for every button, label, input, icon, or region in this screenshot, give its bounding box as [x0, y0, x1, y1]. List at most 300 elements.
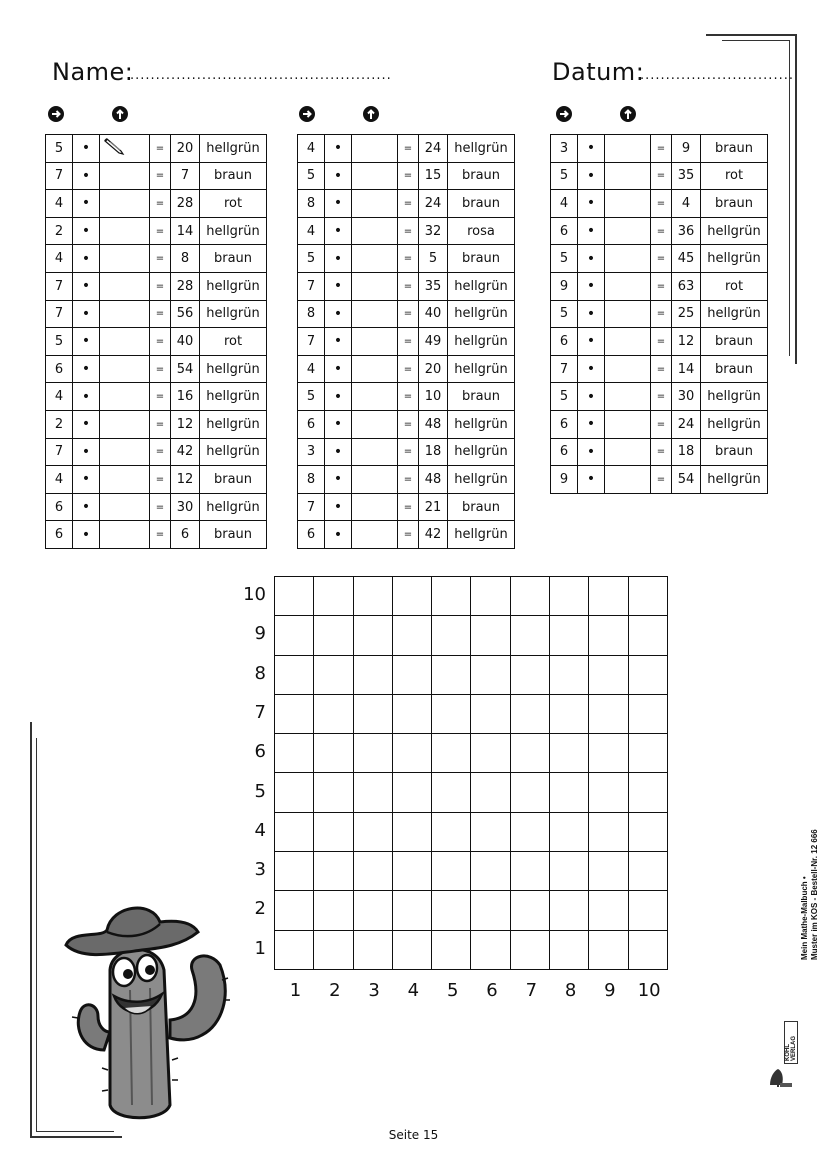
grid-cell[interactable]: [629, 656, 668, 695]
factor-cell: 4: [298, 217, 325, 245]
grid-cell[interactable]: [629, 891, 668, 930]
grid-cell[interactable]: [432, 773, 471, 812]
color-cell: braun: [701, 355, 768, 383]
grid-cell[interactable]: [629, 695, 668, 734]
factor-cell: 7: [298, 328, 325, 356]
grid-cell[interactable]: [589, 616, 628, 655]
equals-sign: =: [398, 162, 419, 190]
factor-cell: 4: [298, 355, 325, 383]
result-cell: 5: [419, 245, 448, 273]
grid-cell[interactable]: [275, 931, 314, 970]
grid-cell[interactable]: [550, 695, 589, 734]
answer-blank[interactable]: [352, 410, 398, 438]
grid-cell[interactable]: [550, 931, 589, 970]
equals-sign: =: [150, 466, 171, 494]
grid-cell[interactable]: [314, 931, 353, 970]
answer-blank[interactable]: [605, 245, 651, 273]
equals-sign: =: [150, 190, 171, 218]
grid-cell[interactable]: [471, 773, 510, 812]
grid-cell[interactable]: [393, 813, 432, 852]
grid-cell[interactable]: [275, 813, 314, 852]
grid-cell[interactable]: [471, 695, 510, 734]
factor-cell: 7: [46, 438, 73, 466]
factor-cell: 6: [551, 438, 578, 466]
grid-cell[interactable]: [432, 577, 471, 616]
answer-blank[interactable]: [100, 328, 150, 356]
grid-cell[interactable]: [629, 813, 668, 852]
grid-cell[interactable]: [550, 891, 589, 930]
multiply-dot: •: [73, 272, 100, 300]
equals-sign: =: [398, 466, 419, 494]
multiply-dot: •: [325, 383, 352, 411]
grid-cell[interactable]: [511, 656, 550, 695]
multiply-dot: •: [325, 272, 352, 300]
equals-sign: =: [150, 493, 171, 521]
grid-cell[interactable]: [511, 931, 550, 970]
grid-cell[interactable]: [432, 734, 471, 773]
grid-cell[interactable]: [511, 891, 550, 930]
result-cell: 24: [419, 190, 448, 218]
answer-blank[interactable]: [100, 493, 150, 521]
multiplication-table-3: [550, 134, 768, 494]
color-cell: hellgrün: [448, 438, 515, 466]
grid-cell[interactable]: [629, 852, 668, 891]
color-cell: braun: [701, 328, 768, 356]
grid-cell[interactable]: [589, 931, 628, 970]
answer-blank[interactable]: [352, 521, 398, 549]
grid-cell[interactable]: [354, 931, 393, 970]
table-row: [551, 135, 768, 163]
color-cell: hellgrün: [701, 217, 768, 245]
grid-cell[interactable]: [354, 695, 393, 734]
answer-blank[interactable]: [605, 355, 651, 383]
table-row: [298, 272, 515, 300]
grid-cell[interactable]: [275, 734, 314, 773]
grid-y-label: 10: [243, 584, 266, 605]
multiply-dot: •: [73, 438, 100, 466]
grid-cell[interactable]: [354, 656, 393, 695]
table-row: [46, 521, 267, 549]
result-cell: 36: [672, 217, 701, 245]
result-cell: 12: [171, 410, 200, 438]
grid-cell[interactable]: [275, 656, 314, 695]
grid-cell[interactable]: [275, 577, 314, 616]
grid-cell[interactable]: [511, 695, 550, 734]
answer-blank[interactable]: [605, 272, 651, 300]
grid-cell[interactable]: [589, 695, 628, 734]
factor-cell: 6: [298, 410, 325, 438]
grid-x-label: 6: [486, 980, 498, 1001]
equals-sign: =: [398, 245, 419, 273]
table-row: [551, 410, 768, 438]
equals-sign: =: [651, 245, 672, 273]
result-cell: 7: [171, 162, 200, 190]
result-cell: 4: [672, 190, 701, 218]
grid-cell[interactable]: [314, 577, 353, 616]
grid-cell[interactable]: [589, 577, 628, 616]
color-cell: hellgrün: [200, 135, 267, 163]
multiply-dot: •: [325, 355, 352, 383]
grid-cell[interactable]: [629, 773, 668, 812]
multiply-dot: •: [325, 466, 352, 494]
grid-cell[interactable]: [550, 577, 589, 616]
grid-cell[interactable]: [550, 813, 589, 852]
answer-blank[interactable]: [100, 162, 150, 190]
grid-cell[interactable]: [393, 734, 432, 773]
publisher-logo: [766, 1063, 792, 1089]
color-cell: hellgrün: [200, 272, 267, 300]
answer-blank[interactable]: [100, 383, 150, 411]
grid-cell[interactable]: [393, 773, 432, 812]
color-cell: hellgrün: [200, 383, 267, 411]
equals-sign: =: [150, 438, 171, 466]
grid-cell[interactable]: [511, 852, 550, 891]
color-cell: braun: [448, 493, 515, 521]
factor-cell: 7: [46, 272, 73, 300]
grid-cell[interactable]: [354, 616, 393, 655]
grid-cell[interactable]: [550, 656, 589, 695]
grid-cell[interactable]: [589, 656, 628, 695]
result-cell: 14: [672, 355, 701, 383]
grid-cell[interactable]: [432, 852, 471, 891]
equals-sign: =: [651, 328, 672, 356]
multiply-dot: •: [325, 521, 352, 549]
grid-y-label: 8: [254, 662, 266, 684]
grid-cell[interactable]: [275, 773, 314, 812]
color-cell: rot: [200, 328, 267, 356]
answer-blank[interactable]: [100, 135, 150, 163]
grid-cell[interactable]: [314, 695, 353, 734]
answer-blank[interactable]: [100, 217, 150, 245]
grid-cell[interactable]: [393, 616, 432, 655]
grid-cell[interactable]: [354, 773, 393, 812]
result-cell: 15: [419, 162, 448, 190]
grid-cell[interactable]: [393, 577, 432, 616]
factor-cell: 7: [298, 493, 325, 521]
result-cell: 20: [171, 135, 200, 163]
result-cell: 10: [419, 383, 448, 411]
answer-blank[interactable]: [100, 245, 150, 273]
factor-cell: 5: [298, 383, 325, 411]
answer-blank[interactable]: [100, 190, 150, 218]
grid-cell[interactable]: [550, 616, 589, 655]
frame-line-left: [30, 722, 32, 1138]
equals-sign: =: [398, 383, 419, 411]
grid-cell[interactable]: [354, 852, 393, 891]
result-cell: 42: [419, 521, 448, 549]
pencil-icon: [104, 144, 126, 159]
result-cell: 54: [672, 466, 701, 494]
answer-blank[interactable]: [352, 328, 398, 356]
grid-cell[interactable]: [589, 891, 628, 930]
answer-blank[interactable]: [605, 438, 651, 466]
factor-cell: 5: [46, 135, 73, 163]
table-row: [298, 355, 515, 383]
answer-blank[interactable]: [605, 410, 651, 438]
factor-cell: 4: [46, 190, 73, 218]
answer-blank[interactable]: [100, 438, 150, 466]
date-label: Datum:: [552, 58, 645, 86]
grid-cell[interactable]: [629, 931, 668, 970]
grid-cell[interactable]: [471, 931, 510, 970]
grid-cell[interactable]: [471, 852, 510, 891]
grid-cell[interactable]: [275, 616, 314, 655]
color-cell: braun: [200, 162, 267, 190]
multiply-dot: •: [578, 328, 605, 356]
answer-blank[interactable]: [352, 217, 398, 245]
answer-blank[interactable]: [100, 466, 150, 494]
grid-cell[interactable]: [471, 656, 510, 695]
grid-cell[interactable]: [511, 734, 550, 773]
table-row: [298, 135, 515, 163]
answer-blank[interactable]: [352, 272, 398, 300]
equals-sign: =: [398, 328, 419, 356]
grid-cell[interactable]: [314, 773, 353, 812]
color-cell: hellgrün: [448, 355, 515, 383]
grid-cell[interactable]: [275, 695, 314, 734]
grid-cell[interactable]: [629, 577, 668, 616]
grid-cell[interactable]: [314, 852, 353, 891]
answer-blank[interactable]: [100, 272, 150, 300]
answer-blank[interactable]: [352, 162, 398, 190]
table-row: [298, 328, 515, 356]
arrow-up-circle-icon: [619, 105, 637, 123]
grid-cell[interactable]: [275, 852, 314, 891]
multiply-dot: •: [578, 355, 605, 383]
answer-blank[interactable]: [352, 300, 398, 328]
answer-blank[interactable]: [352, 493, 398, 521]
arrow-group-1: [47, 105, 129, 123]
grid-cell[interactable]: [314, 734, 353, 773]
factor-cell: 6: [46, 521, 73, 549]
grid-cell[interactable]: [471, 813, 510, 852]
result-cell: 18: [419, 438, 448, 466]
equals-sign: =: [651, 383, 672, 411]
result-cell: 45: [672, 245, 701, 273]
result-cell: 21: [419, 493, 448, 521]
color-cell: braun: [200, 521, 267, 549]
arrow-right-circle-icon: [47, 105, 65, 123]
grid-cell[interactable]: [354, 577, 393, 616]
grid-cell[interactable]: [511, 813, 550, 852]
color-cell: hellgrün: [448, 410, 515, 438]
multiply-dot: •: [73, 300, 100, 328]
result-cell: 48: [419, 466, 448, 494]
grid-cell[interactable]: [393, 852, 432, 891]
color-cell: hellgrün: [701, 410, 768, 438]
multiply-dot: •: [73, 493, 100, 521]
table-row: [46, 438, 267, 466]
factor-cell: 9: [551, 272, 578, 300]
grid-cell[interactable]: [511, 616, 550, 655]
equals-sign: =: [398, 217, 419, 245]
result-cell: 12: [171, 466, 200, 494]
multiply-dot: •: [578, 383, 605, 411]
result-cell: 14: [171, 217, 200, 245]
answer-blank[interactable]: [100, 410, 150, 438]
result-cell: 12: [672, 328, 701, 356]
answer-blank[interactable]: [605, 190, 651, 218]
answer-blank[interactable]: [605, 135, 651, 163]
factor-cell: 6: [46, 355, 73, 383]
answer-blank[interactable]: [605, 328, 651, 356]
color-cell: hellgrün: [200, 410, 267, 438]
factor-cell: 6: [551, 217, 578, 245]
grid-cell[interactable]: [471, 891, 510, 930]
grid-x-label: 2: [329, 980, 341, 1001]
factor-cell: 5: [298, 162, 325, 190]
answer-blank[interactable]: [605, 162, 651, 190]
coloring-grid: [274, 576, 668, 970]
factor-cell: 8: [298, 190, 325, 218]
table-row: [551, 190, 768, 218]
name-field[interactable]: ...................................................: [130, 68, 392, 83]
color-cell: hellgrün: [200, 493, 267, 521]
factor-cell: 6: [551, 410, 578, 438]
answer-blank[interactable]: [352, 135, 398, 163]
answer-blank[interactable]: [605, 217, 651, 245]
factor-cell: 5: [551, 383, 578, 411]
answer-blank[interactable]: [352, 245, 398, 273]
color-cell: hellgrün: [701, 466, 768, 494]
factor-cell: 7: [298, 272, 325, 300]
equals-sign: =: [150, 245, 171, 273]
grid-cell[interactable]: [393, 931, 432, 970]
answer-blank[interactable]: [352, 466, 398, 494]
grid-cell[interactable]: [550, 773, 589, 812]
grid-cell[interactable]: [432, 813, 471, 852]
table-row: [46, 300, 267, 328]
grid-cell[interactable]: [550, 852, 589, 891]
equals-sign: =: [651, 190, 672, 218]
grid-cell[interactable]: [629, 616, 668, 655]
result-cell: 30: [171, 493, 200, 521]
table-row: [46, 466, 267, 494]
multiply-dot: •: [73, 328, 100, 356]
table-row: [551, 383, 768, 411]
frame-line-top-right: [706, 34, 796, 36]
arrow-right-circle-icon: [555, 105, 573, 123]
grid-y-label: 6: [254, 741, 266, 763]
grid-cell[interactable]: [589, 773, 628, 812]
multiply-dot: •: [73, 217, 100, 245]
grid-cell[interactable]: [354, 813, 393, 852]
multiply-dot: •: [73, 190, 100, 218]
table-row: [551, 272, 768, 300]
equals-sign: =: [398, 135, 419, 163]
grid-cell[interactable]: [432, 931, 471, 970]
grid-cell[interactable]: [393, 695, 432, 734]
grid-cell[interactable]: [471, 734, 510, 773]
grid-cell[interactable]: [589, 852, 628, 891]
grid-x-label: 5: [446, 980, 459, 1001]
grid-y-label: 4: [254, 819, 266, 841]
grid-cell[interactable]: [314, 891, 353, 930]
grid-cell[interactable]: [511, 577, 550, 616]
factor-cell: 3: [551, 135, 578, 163]
grid-cell[interactable]: [432, 616, 471, 655]
answer-blank[interactable]: [352, 190, 398, 218]
multiply-dot: •: [578, 190, 605, 218]
multiply-dot: •: [73, 245, 100, 273]
grid-cell[interactable]: [432, 891, 471, 930]
answer-blank[interactable]: [100, 521, 150, 549]
grid-cell[interactable]: [589, 734, 628, 773]
answer-blank[interactable]: [352, 383, 398, 411]
grid-cell[interactable]: [471, 577, 510, 616]
grid-cell[interactable]: [550, 734, 589, 773]
grid-cell[interactable]: [354, 734, 393, 773]
color-cell: hellgrün: [448, 328, 515, 356]
frame-line-top-right-inner: [722, 40, 790, 41]
grid-y-label: 5: [254, 780, 266, 802]
grid-cell[interactable]: [432, 656, 471, 695]
grid-cell[interactable]: [589, 813, 628, 852]
answer-blank[interactable]: [605, 383, 651, 411]
color-cell: hellgrün: [701, 245, 768, 273]
page-number: Seite 15: [388, 1128, 439, 1142]
frame-line-right: [795, 34, 797, 364]
table-row: [298, 466, 515, 494]
answer-blank[interactable]: [352, 438, 398, 466]
grid-cell[interactable]: [432, 695, 471, 734]
answer-blank[interactable]: [352, 355, 398, 383]
result-cell: 35: [672, 162, 701, 190]
grid-cell[interactable]: [393, 656, 432, 695]
multiply-dot: •: [73, 410, 100, 438]
grid-cell[interactable]: [629, 734, 668, 773]
color-cell: braun: [200, 466, 267, 494]
table-row: [46, 135, 267, 163]
publisher-info: [800, 829, 820, 960]
grid-cell[interactable]: [393, 891, 432, 930]
grid-cell[interactable]: [314, 656, 353, 695]
equals-sign: =: [398, 300, 419, 328]
grid-cell[interactable]: [275, 891, 314, 930]
grid-cell[interactable]: [314, 616, 353, 655]
equals-sign: =: [651, 355, 672, 383]
multiply-dot: •: [325, 328, 352, 356]
grid-cell[interactable]: [511, 773, 550, 812]
multiply-dot: •: [578, 438, 605, 466]
grid-cell[interactable]: [354, 891, 393, 930]
color-cell: rot: [701, 162, 768, 190]
answer-blank[interactable]: [100, 355, 150, 383]
equals-sign: =: [150, 355, 171, 383]
answer-blank[interactable]: [605, 300, 651, 328]
grid-cell[interactable]: [314, 813, 353, 852]
arrow-up-circle-icon: [362, 105, 380, 123]
multiply-dot: •: [578, 466, 605, 494]
equals-sign: =: [651, 466, 672, 494]
multiply-dot: •: [578, 245, 605, 273]
result-cell: 24: [672, 410, 701, 438]
grid-cell[interactable]: [471, 616, 510, 655]
table-row: [551, 466, 768, 494]
answer-blank[interactable]: [100, 300, 150, 328]
table-row: [46, 217, 267, 245]
grid-x-label: 10: [637, 980, 661, 1001]
answer-blank[interactable]: [605, 466, 651, 494]
color-cell: braun: [701, 190, 768, 218]
table-row: [298, 493, 515, 521]
multiply-dot: •: [73, 466, 100, 494]
result-cell: 35: [419, 272, 448, 300]
color-cell: hellgrün: [200, 300, 267, 328]
date-field[interactable]: ..............................: [640, 68, 794, 83]
multiplication-table-1: [45, 134, 267, 549]
table-row: [298, 162, 515, 190]
